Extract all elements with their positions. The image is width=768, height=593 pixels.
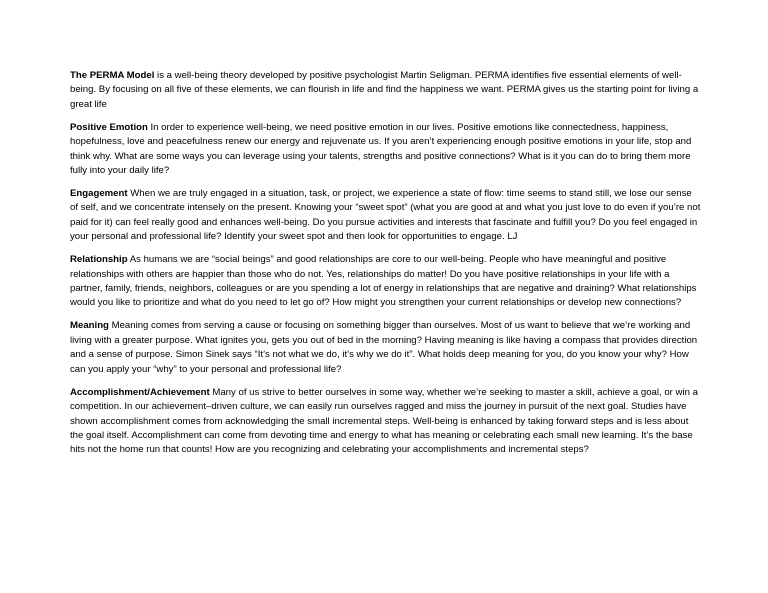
paragraph-perma-model bbox=[70, 69, 702, 112]
paragraph-relationship bbox=[70, 253, 702, 311]
paragraph-heading: The PERMA Model bbox=[70, 70, 155, 81]
paragraph-body: In order to experience well-being, we need positive emotion in our lives. Positive emotions like connectedness, happiness, hopefulness, love and peacefulness renew our energy and rejuvenate us. If you aren’t experiencing enough positive emotions in your life, stop and think why. What are some ways you can leverage using your talents, strengths and positive connections? What is it you can do to bring them more fully into your daily life? bbox=[70, 121, 692, 177]
paragraph-body: Meaning comes from serving a cause or focusing on something bigger than ourselves. Most of us want to believe that we’re working and living with a greater purpose. What ignites you, gets you out of bed in the morning? Having meaning is like having a compass that provides direction and a sense of purpose. Simon Sinek says “It’s not what we do, it’s why we do it”. What holds deep meaning for you, do you know your why? How can you apply your “why” to your personal and professional life? bbox=[70, 320, 698, 375]
paragraph-heading: Meaning bbox=[70, 320, 109, 332]
paragraph-heading: Relationship bbox=[70, 254, 128, 266]
paragraph-body: As humans we are “social beings” and good relationships are core to our well-being. People who have meaningful and positive relationships with others are happier than those who do not. Yes, relationships do matter! Do you have positive relationships in your life with a partner, family, friends, neighbors, colleagues or are you spending a lot of energy in relationships that are negative and draining? What relationships would you like to prioritize and what do you need to let go of? How might you strengthen your current relationships or develop new connections? bbox=[70, 254, 697, 309]
paragraph-positive-emotion bbox=[70, 121, 702, 179]
paragraph-body: Many of us strive to better ourselves in some way, whether we’re seeking to master a skill, achieve a goal, or win a competition. In our achievement–driven culture, we can easily run ourselves ragged and miss the journey in pursuit of the next goal. Studies have shown accomplishment comes from acknowledging the small incremental steps. Well-being is enhanced by taking forward steps and is less about the goal itself. Accomplishment can come from devoting time and energy to what has meaning or celebrating each small new learning. It’s the base hits not the home run that counts! How are you recognizing and celebrating your accomplishments and incremental steps? bbox=[70, 386, 698, 456]
paragraph-heading: Positive Emotion bbox=[70, 121, 148, 133]
document-page bbox=[70, 69, 702, 466]
paragraph-body: is a well-being theory developed by positive psychologist Martin Seligman. PERMA identifies five essential elements of well-being. By focusing on all five of these elements, we can flourish in life and find the happiness we want. PERMA gives us the starting point for living a great life bbox=[70, 70, 699, 110]
paragraph-engagement bbox=[70, 187, 702, 245]
paragraph-meaning bbox=[70, 319, 702, 377]
paragraph-accomplishment bbox=[70, 386, 702, 458]
paragraph-heading: Accomplishment/Achievement bbox=[70, 386, 210, 398]
paragraph-heading: Engagement bbox=[70, 188, 128, 200]
paragraph-body: When we are truly engaged in a situation, task, or project, we experience a state of flow: time seems to stand still, we lose our sense of self, and we concentrate intensely on the present. Knowing your “sweet spot” (what you are good at and what you just love to do even if you’re not paid for it) can feel really good and enhances well-being. Do you pursue activities and interests that fascinate and fulfill you? Do you feel engaged in your personal and professional life? Identify your sweet spot and then look for opportunities to engage. LJ bbox=[70, 188, 701, 243]
